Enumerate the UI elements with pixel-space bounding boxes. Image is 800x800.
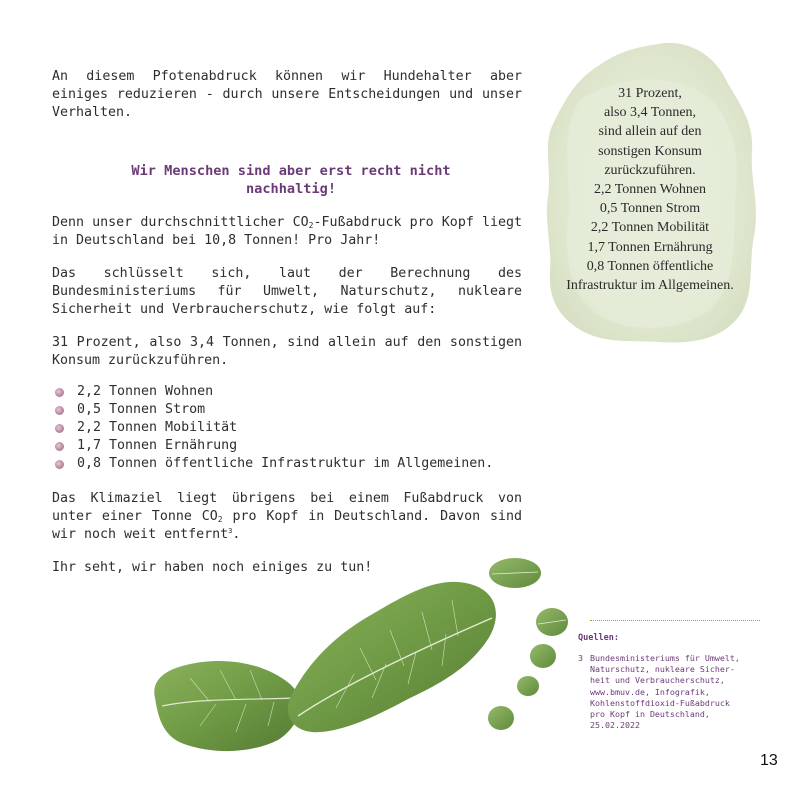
- sources-divider: [590, 620, 760, 621]
- callout-line: 31 Prozent,: [618, 86, 682, 101]
- bullet-icon: [55, 406, 64, 415]
- list-item: [52, 455, 522, 473]
- callout-line: Infrastruktur im Allgemeinen.: [566, 278, 734, 294]
- source-line: Naturschutz, nukleare Sicher-: [590, 664, 735, 675]
- goal-text-pre: Das Klimaziel liegt übrigens bei einem Fußabdruck von unter einer Tonne CO: [52, 491, 522, 524]
- closing-paragraph: Ihr seht, wir haben noch einiges zu tun!: [52, 560, 373, 575]
- sources-title: Quellen:: [578, 633, 619, 643]
- source-line: heit und Verbraucherschutz,: [590, 675, 725, 686]
- sidebar-callout-text: [540, 84, 760, 295]
- intro-paragraph: An diesem Pfotenabdruck können wir Hundehalter aber einiges reduzieren - durch unsere Entscheidungen und unser Verhalten.: [52, 69, 522, 120]
- bullet-icon: [55, 388, 64, 397]
- bullet-icon: [55, 460, 64, 469]
- footnote-reference: 3: [228, 527, 233, 535]
- goal-text-end: .: [232, 527, 241, 542]
- callout-line: zurückzuführen.: [604, 162, 696, 178]
- source-number: 3: [578, 653, 583, 663]
- heading-line-2: nachhaltig!: [245, 181, 337, 197]
- callout-line: 0,8 Tonnen öffentliche: [586, 258, 714, 274]
- callout-line: sonstigen Konsum: [598, 143, 702, 159]
- co2-subscript: 2: [308, 221, 314, 230]
- callout-line: 1,7 Tonnen Ernährung: [587, 239, 713, 255]
- source-line: Kohlenstoffdioxid-Fußabdruck: [590, 697, 730, 708]
- co2-text-pre: Denn unser durchschnittlicher CO: [52, 215, 309, 230]
- source-line: www.bmuv.de, Infografik,: [590, 686, 710, 697]
- callout-line: 0,5 Tonnen Strom: [599, 201, 701, 217]
- heading-line-1: Wir Menschen sind aber erst recht nicht: [131, 163, 451, 179]
- list-item-text: 2,2 Tonnen Mobilität: [77, 420, 238, 435]
- co2-text-post: -Fußabdruck pro Kopf liegt in Deutschland bei 10,8 Tonnen! Pro Jahr!: [52, 215, 522, 248]
- goal-subscript: 2: [217, 515, 223, 524]
- leaf-footprint-icon: [140, 548, 590, 768]
- goal-text-post: pro Kopf in Deutschland. Davon sind wir noch weit entfernt: [52, 509, 522, 542]
- list-item: [52, 401, 522, 419]
- bullet-icon: [55, 424, 64, 433]
- list-item-text: 2,2 Tonnen Wohnen: [77, 384, 214, 399]
- page-number: 13: [760, 752, 778, 769]
- callout-line: 2,2 Tonnen Mobilität: [590, 220, 710, 236]
- callout-line: 2,2 Tonnen Wohnen: [593, 182, 707, 198]
- ministry-paragraph: Das schlüsselt sich, laut der Berechnung des Bundesministeriums für Umwelt, Naturschutz, nukleare Sicherheit und Verbraucherschutz, wie folgt auf:: [52, 266, 522, 317]
- bullet-icon: [55, 442, 64, 451]
- list-item-text: 0,8 Tonnen öffentliche Infrastruktur im Allgemeinen.: [77, 456, 494, 471]
- breakdown-list: [52, 383, 522, 473]
- source-text: [590, 653, 752, 731]
- goal-paragraph: [52, 490, 522, 544]
- consumption-paragraph: 31 Prozent, also 3,4 Tonnen, sind allein auf den sonstigen Konsum zurückzuführen.: [52, 335, 522, 368]
- callout-line: also 3,4 Tonnen,: [603, 105, 697, 121]
- source-line: 25.02.2022: [590, 720, 640, 731]
- list-item-text: 1,7 Tonnen Ernährung: [77, 438, 238, 453]
- list-item: [52, 383, 522, 401]
- main-text-column: [52, 68, 522, 592]
- leaf-footprint-illustration: [140, 548, 590, 768]
- callout-line: sind allein auf den: [598, 124, 702, 140]
- sources-section: [578, 620, 753, 731]
- section-heading: [52, 162, 522, 198]
- list-item: [52, 419, 522, 437]
- list-item-text: 0,5 Tonnen Strom: [77, 402, 206, 417]
- source-line: pro Kopf in Deutschland,: [590, 709, 710, 720]
- co2-paragraph: [52, 214, 522, 250]
- list-item: [52, 437, 522, 455]
- source-item: [578, 653, 753, 731]
- sidebar-callout: [540, 40, 760, 345]
- source-line: Bundesministeriums für Umwelt,: [590, 653, 740, 663]
